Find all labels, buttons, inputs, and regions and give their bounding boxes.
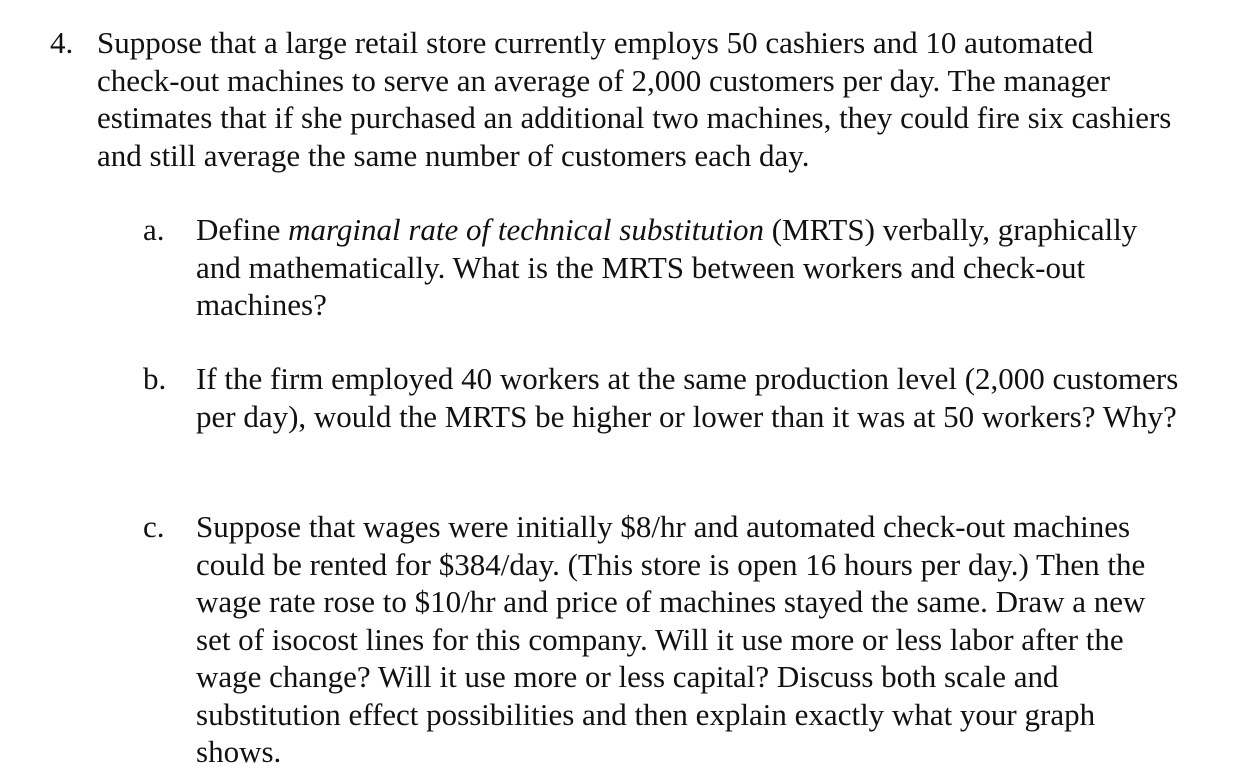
part-a-text-before: Define bbox=[196, 212, 289, 247]
part-c-text: Suppose that wages were initially $8/hr and automated check-out machines could be rented for $384/day. (This store is open 16 hours per day.) Then the wage rate rose to $10/hr and price of machines stayed the same. Draw a new set of isocost lines for this company. Will it use more or less labor after the wage change? Will it use more or less capital? Discuss both scale and substitution effect possibilities and then explain exactly what your graph shows. bbox=[196, 509, 1146, 769]
question-number: 4. bbox=[50, 25, 74, 60]
question-4 bbox=[50, 24, 1200, 174]
part-a-term: marginal rate of technical substitution bbox=[288, 212, 764, 247]
part-a bbox=[143, 211, 1183, 324]
part-c-letter: c. bbox=[143, 509, 165, 544]
part-b-text: If the firm employed 40 workers at the same production level (2,000 customers per day), would the MRTS be higher or lower than it was at 50 workers? Why? bbox=[196, 361, 1179, 434]
part-a-text bbox=[196, 211, 1181, 324]
part-a-letter: a. bbox=[143, 212, 165, 247]
question-text: Suppose that a large retail store currently employs 50 cashiers and 10 automated check-out machines to serve an average of 2,000 customers per day. The manager estimates that if she purchased an additional two machines, they could fire six cashiers and still average the same number of customers each day. bbox=[97, 25, 1172, 173]
part-a-text-after: (MRTS) verbally, graphically and mathematically. What is the MRTS between workers and check-out machines? bbox=[196, 212, 1138, 322]
part-b bbox=[143, 360, 1183, 435]
part-b-letter: b. bbox=[143, 361, 167, 396]
part-c bbox=[143, 508, 1183, 771]
